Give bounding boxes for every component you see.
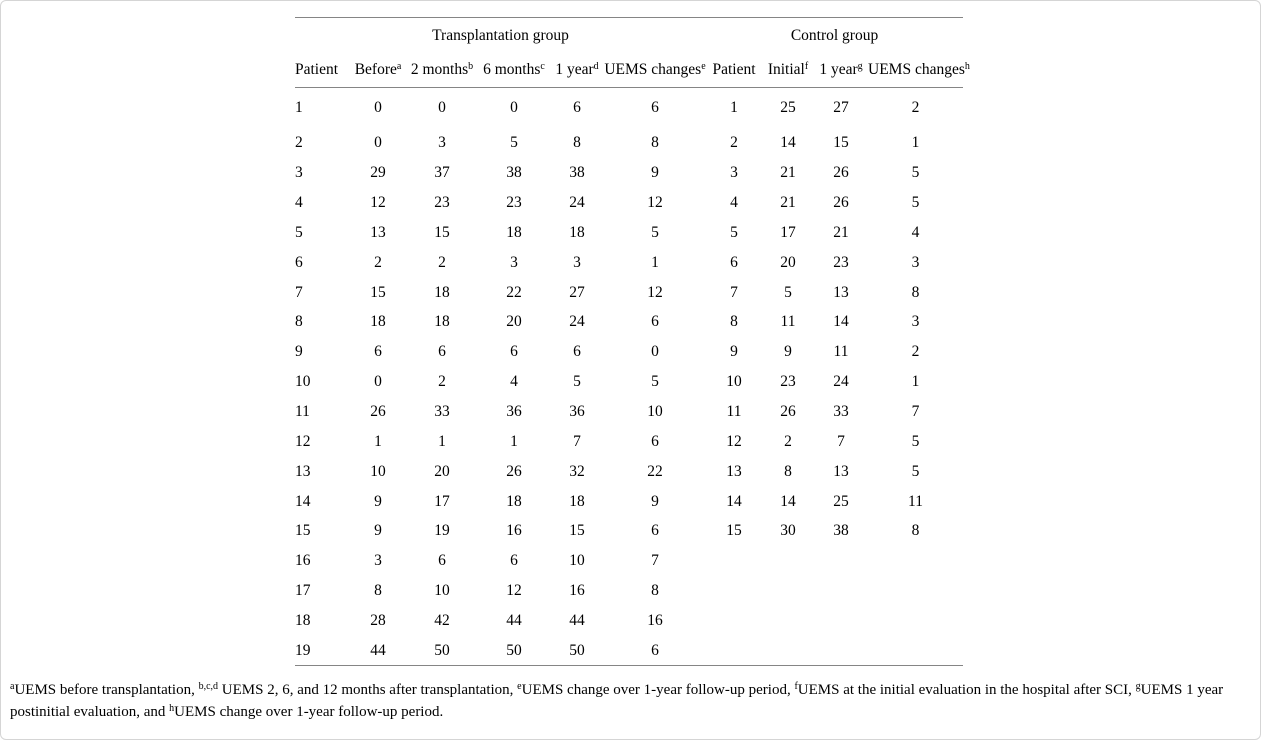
table-cell: 38 xyxy=(569,164,585,182)
table-cell: 27 xyxy=(569,283,585,301)
table-cell xyxy=(762,576,814,606)
table-cell: 7 xyxy=(295,283,303,301)
table-cell xyxy=(814,576,868,606)
footnote-marker: c xyxy=(540,61,545,72)
table-cell: 10 xyxy=(434,582,450,600)
table-row xyxy=(295,188,963,218)
table-cell: 2 xyxy=(911,343,920,361)
table-cell: 8 xyxy=(730,313,738,331)
table-cell: 30 xyxy=(780,522,796,540)
footnote-marker: a xyxy=(10,681,15,692)
table-cell: 2 xyxy=(730,134,738,152)
table-cell: 16 xyxy=(295,552,311,570)
table-cell: 8 xyxy=(374,582,382,600)
table-cell: 10 xyxy=(295,373,311,391)
table-row xyxy=(295,367,963,397)
table-cell: 19 xyxy=(434,522,450,540)
table-cell: 14 xyxy=(295,492,311,510)
table-cell: 1 xyxy=(911,373,920,391)
table-cell: 12 xyxy=(506,582,522,600)
table-cell: 11 xyxy=(908,492,923,510)
column-header xyxy=(814,53,868,88)
table-cell: 6 xyxy=(438,552,446,570)
table-cell: 6 xyxy=(730,253,738,271)
table-cell: 5 xyxy=(651,373,659,391)
table-cell: 5 xyxy=(911,462,920,480)
footnote-text: UEMS at the initial evaluation in the hospital after SCI, xyxy=(797,682,1136,698)
table-cell: 10 xyxy=(647,403,663,421)
table-cell: 21 xyxy=(833,223,849,241)
table-row xyxy=(295,248,963,278)
table-cell: 6 xyxy=(374,343,382,361)
column-header xyxy=(478,53,550,88)
table-cell: 12 xyxy=(370,194,386,212)
table-cell: 17 xyxy=(434,492,450,510)
footnote-marker: g xyxy=(857,61,863,72)
table-row xyxy=(295,337,963,367)
column-header-label: UEMS changes xyxy=(868,61,965,78)
table-cell: 13 xyxy=(833,462,849,480)
table-cell: 42 xyxy=(434,611,450,629)
table-cell: 7 xyxy=(837,432,845,450)
table-cell: 5 xyxy=(651,223,659,241)
table-cell: 4 xyxy=(510,373,518,391)
table-cell: 15 xyxy=(833,134,849,152)
table-cell: 1 xyxy=(438,432,446,450)
group-header: Transplantation group xyxy=(295,18,706,54)
table-cell: 14 xyxy=(726,492,742,510)
table-cell: 2 xyxy=(438,253,446,271)
table-cell: 1 xyxy=(510,432,518,450)
table-row xyxy=(295,606,963,636)
table-cell: 2 xyxy=(438,373,446,391)
column-header xyxy=(868,53,970,88)
table-cell: 1 xyxy=(374,432,382,450)
table-row xyxy=(295,516,963,546)
table-cell: 20 xyxy=(434,462,450,480)
table-cell: 5 xyxy=(911,164,920,182)
table-cell: 29 xyxy=(370,164,386,182)
column-header xyxy=(706,53,762,88)
table-cell: 32 xyxy=(569,462,585,480)
table-cell: 9 xyxy=(784,343,792,361)
column-header xyxy=(550,53,604,88)
table-cell: 8 xyxy=(911,522,920,540)
table-cell: 3 xyxy=(911,313,920,331)
table-cell: 3 xyxy=(374,552,382,570)
table-cell: 6 xyxy=(651,313,659,331)
footnote-marker: g xyxy=(1135,681,1141,692)
column-header-label: 1 year xyxy=(819,61,858,78)
table-cell: 1 xyxy=(651,253,659,271)
table-cell: 2 xyxy=(374,253,382,271)
footnote-marker: e xyxy=(701,61,706,72)
footnote-marker: f xyxy=(804,61,809,72)
table-cell: 15 xyxy=(370,283,386,301)
table-cell: 6 xyxy=(573,99,581,117)
table-cell: 26 xyxy=(833,194,849,212)
table-cell: 13 xyxy=(295,462,311,480)
table-cell xyxy=(762,606,814,636)
table-cell: 44 xyxy=(569,611,585,629)
table-cell: 23 xyxy=(434,194,450,212)
table-row xyxy=(295,129,963,159)
group-header: Control group xyxy=(706,18,963,54)
table-cell: 0 xyxy=(374,99,382,117)
table-cell: 10 xyxy=(370,462,386,480)
table-head xyxy=(295,18,970,88)
table-cell: 11 xyxy=(780,313,796,331)
table-cell: 36 xyxy=(506,403,522,421)
table-cell: 3 xyxy=(438,134,446,152)
table-cell xyxy=(868,636,963,666)
table-cell: 27 xyxy=(833,99,849,117)
table-cell: 6 xyxy=(510,552,518,570)
table-cell: 12 xyxy=(295,432,311,450)
table-cell: 3 xyxy=(295,164,303,182)
table-cell: 19 xyxy=(295,636,350,666)
table-row xyxy=(295,218,963,248)
table-cell: 4 xyxy=(730,194,738,212)
table-cell: 5 xyxy=(911,194,920,212)
table-cell: 5 xyxy=(730,223,738,241)
table-cell: 18 xyxy=(569,223,585,241)
footnote-text: UEMS change over 1-year follow-up period. xyxy=(174,703,444,720)
table-cell: 5 xyxy=(784,283,792,301)
column-header-label: Patient xyxy=(712,61,756,78)
table-cell: 13 xyxy=(370,223,386,241)
table-cell: 14 xyxy=(833,313,849,331)
table-row xyxy=(295,636,963,666)
column-header-label: 2 months xyxy=(410,61,469,78)
table-cell: 13 xyxy=(833,283,849,301)
table-cell: 26 xyxy=(833,164,849,182)
table-cell: 9 xyxy=(651,492,659,510)
table-cell: 26 xyxy=(370,403,386,421)
column-header xyxy=(604,53,706,88)
table-cell: 11 xyxy=(726,403,742,421)
column-header-label: 6 months xyxy=(483,61,541,78)
table-cell: 6 xyxy=(604,636,706,666)
table-cell: 0 xyxy=(510,99,518,117)
table-cell: 14 xyxy=(780,134,796,152)
table-cell: 23 xyxy=(506,194,522,212)
table-cell: 8 xyxy=(295,313,303,331)
table-cell: 18 xyxy=(569,492,585,510)
table-cell: 12 xyxy=(647,194,663,212)
table-row xyxy=(295,397,963,427)
table-cell: 18 xyxy=(506,223,522,241)
table-cell: 18 xyxy=(434,283,450,301)
table-cell: 6 xyxy=(295,253,303,271)
table-cell: 17 xyxy=(295,582,311,600)
table-cell: 21 xyxy=(780,164,796,182)
table-cell xyxy=(706,576,762,606)
table-cell: 28 xyxy=(370,611,386,629)
footnote-marker: b xyxy=(468,61,474,72)
table-cell: 0 xyxy=(438,99,446,117)
table-cell: 5 xyxy=(573,373,581,391)
table-cell: 33 xyxy=(434,403,450,421)
table-cell: 12 xyxy=(726,432,742,450)
table-cell: 44 xyxy=(350,636,406,666)
table-body xyxy=(295,88,963,666)
table-cell: 44 xyxy=(506,611,522,629)
table-cell xyxy=(762,546,814,576)
table-cell: 3 xyxy=(510,253,518,271)
table-cell: 20 xyxy=(506,313,522,331)
footnote-marker: a xyxy=(396,61,402,72)
table-cell: 8 xyxy=(651,582,659,600)
table-cell: 23 xyxy=(833,253,849,271)
column-header xyxy=(406,53,478,88)
table-footnote xyxy=(10,680,1256,723)
table-cell: 1 xyxy=(911,134,920,152)
table-cell: 8 xyxy=(573,134,581,152)
table-cell: 7 xyxy=(911,403,920,421)
table-cell: 25 xyxy=(833,492,849,510)
table-cell: 11 xyxy=(833,343,849,361)
table-cell: 50 xyxy=(406,636,478,666)
table-cell: 38 xyxy=(833,522,849,540)
footnote-marker: f xyxy=(794,681,798,692)
table-cell: 15 xyxy=(295,522,311,540)
table-cell: 22 xyxy=(647,462,663,480)
table-cell: 37 xyxy=(434,164,450,182)
table-cell: 14 xyxy=(780,492,796,510)
column-header xyxy=(762,53,814,88)
table-cell: 9 xyxy=(295,343,303,361)
footnote-text: UEMS change over 1-year follow-up period, xyxy=(521,682,795,698)
table-row xyxy=(295,308,963,338)
column-header-label: UEMS changes xyxy=(604,61,702,78)
table-cell: 50 xyxy=(550,636,604,666)
group-header-row xyxy=(295,18,963,54)
table-cell: 6 xyxy=(651,432,659,450)
uems-scores-table xyxy=(295,17,970,666)
table-cell: 3 xyxy=(573,253,581,271)
table-cell xyxy=(868,606,963,636)
table-cell: 9 xyxy=(651,164,659,182)
table-cell: 1 xyxy=(730,99,738,117)
table-cell: 22 xyxy=(506,283,522,301)
table-cell: 33 xyxy=(833,403,849,421)
table-cell: 5 xyxy=(911,432,920,450)
footnote-text: UEMS before transplantation, xyxy=(14,682,199,698)
footnote-marker: e xyxy=(517,681,522,692)
table-cell: 3 xyxy=(911,253,920,271)
table-cell: 15 xyxy=(434,223,450,241)
table-cell: 18 xyxy=(370,313,386,331)
table-cell: 16 xyxy=(569,582,585,600)
table-cell: 25 xyxy=(780,99,796,117)
table-cell: 6 xyxy=(510,343,518,361)
table-cell: 6 xyxy=(573,343,581,361)
table-cell: 15 xyxy=(726,522,742,540)
table-cell: 26 xyxy=(506,462,522,480)
table-cell: 24 xyxy=(833,373,849,391)
table-cell: 7 xyxy=(651,552,659,570)
table-cell xyxy=(706,636,762,666)
column-header-label: Patient xyxy=(295,61,339,78)
table-cell: 9 xyxy=(374,522,382,540)
table-cell: 2 xyxy=(911,99,920,117)
table-cell: 3 xyxy=(730,164,738,182)
table-cell xyxy=(868,546,963,576)
table-cell: 8 xyxy=(651,134,659,152)
footnote-text: UEMS 2, 6, and 12 months after transplantation, xyxy=(218,682,518,698)
table-cell: 2 xyxy=(295,134,303,152)
table-cell: 24 xyxy=(569,313,585,331)
column-header xyxy=(295,53,350,88)
table-cell: 4 xyxy=(911,223,920,241)
table-cell: 2 xyxy=(784,432,792,450)
table-cell: 15 xyxy=(569,522,585,540)
footnote-text: UEMS 1 year postinitial evaluation, and xyxy=(10,682,1224,720)
table-cell xyxy=(762,636,814,666)
table-cell: 7 xyxy=(573,432,581,450)
table-row xyxy=(295,457,963,487)
table-row xyxy=(295,278,963,308)
table-cell xyxy=(814,636,868,666)
table-cell: 1 xyxy=(295,99,303,117)
table-cell xyxy=(706,546,762,576)
table-cell: 23 xyxy=(780,373,796,391)
table-cell: 0 xyxy=(651,343,659,361)
footnote-marker: b,c,d xyxy=(198,681,219,692)
table-cell: 10 xyxy=(726,373,742,391)
table-row xyxy=(295,487,963,517)
table-cell xyxy=(814,546,868,576)
table-cell: 36 xyxy=(569,403,585,421)
table-cell: 10 xyxy=(569,552,585,570)
column-header-label: 1 year xyxy=(555,61,594,78)
table-cell: 13 xyxy=(726,462,742,480)
table-cell: 9 xyxy=(730,343,738,361)
table-cell: 12 xyxy=(647,283,663,301)
table-cell: 16 xyxy=(506,522,522,540)
table-cell: 16 xyxy=(647,611,663,629)
table-row xyxy=(295,88,963,129)
table-cell: 17 xyxy=(780,223,796,241)
table-cell xyxy=(868,576,963,606)
table-row xyxy=(295,427,963,457)
table-cell: 6 xyxy=(651,522,659,540)
table-cell: 11 xyxy=(295,403,310,421)
table-row xyxy=(295,576,963,606)
table-cell: 0 xyxy=(374,373,382,391)
table-cell: 6 xyxy=(438,343,446,361)
table-cell: 4 xyxy=(295,194,303,212)
table-cell: 5 xyxy=(295,223,303,241)
table-cell: 8 xyxy=(911,283,920,301)
footnote-marker: h xyxy=(169,702,175,714)
column-header-label: Before xyxy=(354,61,397,78)
table-cell: 7 xyxy=(730,283,738,301)
table-row xyxy=(295,546,963,576)
table-cell: 50 xyxy=(478,636,550,666)
table-cell: 6 xyxy=(651,99,659,117)
table-cell: 0 xyxy=(374,134,382,152)
table-cell: 18 xyxy=(506,492,522,510)
table-cell: 26 xyxy=(780,403,796,421)
footnote-marker: h xyxy=(964,61,970,72)
table-cell: 18 xyxy=(434,313,450,331)
table-cell: 8 xyxy=(784,462,792,480)
column-header-row xyxy=(295,53,963,88)
table-cell: 9 xyxy=(374,492,382,510)
table-cell: 5 xyxy=(510,134,518,152)
table-cell: 20 xyxy=(780,253,796,271)
table-cell: 21 xyxy=(780,194,796,212)
table-cell: 38 xyxy=(506,164,522,182)
footnote-marker: d xyxy=(593,61,599,72)
table-cell: 24 xyxy=(569,194,585,212)
table-row xyxy=(295,158,963,188)
table-cell xyxy=(814,606,868,636)
column-header-label: Initial xyxy=(767,61,805,78)
table-cell: 18 xyxy=(295,611,311,629)
table-cell xyxy=(706,606,762,636)
column-header xyxy=(350,53,406,88)
